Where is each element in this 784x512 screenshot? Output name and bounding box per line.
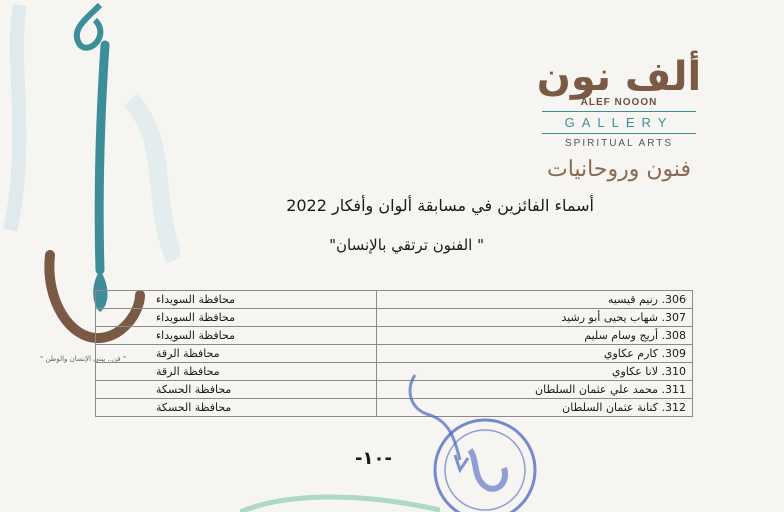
winner-governorate: محافظة السويداء	[96, 309, 377, 327]
winner-number: 307.	[661, 311, 686, 324]
winner-number: 309.	[661, 347, 686, 360]
winner-governorate: محافظة الحسكة	[96, 381, 377, 399]
brand-divider	[542, 133, 696, 134]
winner-name-cell	[377, 309, 693, 327]
brand-arabic-logo: ألف نون	[536, 54, 702, 100]
table-row	[96, 363, 693, 381]
slogan: " فن.. يبني الإنسان والوطن "	[40, 355, 127, 363]
winner-number: 311.	[661, 383, 686, 396]
winner-governorate: محافظة الحسكة	[96, 399, 377, 417]
winner-governorate: محافظة السويداء	[96, 327, 377, 345]
brand-logo	[534, 55, 704, 182]
winner-name-cell	[377, 327, 693, 345]
winner-number: 308.	[661, 329, 686, 342]
winner-number: 310.	[661, 365, 686, 378]
table-row	[96, 399, 693, 417]
table-row	[96, 309, 693, 327]
table-row	[96, 327, 693, 345]
winner-number: 312.	[661, 401, 686, 414]
brand-subtitle: SPIRITUAL ARTS	[564, 138, 674, 149]
table-row	[96, 291, 693, 309]
brand-divider	[542, 111, 696, 112]
page-subtitle: " الفنون ترتقي بالإنسان"	[329, 236, 484, 254]
table-row	[96, 381, 693, 399]
winner-name-cell	[377, 291, 693, 309]
stamp-fragment	[240, 490, 440, 512]
winner-name: أريج وسام سليم	[584, 329, 658, 342]
winner-name-cell	[377, 345, 693, 363]
winner-name: كنانة عثمان السلطان	[562, 401, 658, 414]
winners-table	[95, 290, 693, 417]
winner-name: لانا عكاوي	[611, 365, 658, 378]
winner-name: رنيم قيسيه	[607, 293, 658, 306]
winner-name: كارم عكاوي	[603, 347, 658, 360]
page-title: أسماء الفائزين في مسابقة ألوان وأفكار 2022	[286, 196, 594, 215]
brand-gallery: GALLERY	[564, 115, 674, 130]
brand-arabic-tagline: فنون وروحانيات	[546, 157, 692, 182]
table-row	[96, 345, 693, 363]
winner-governorate: محافظة السويداء	[96, 291, 377, 309]
brand-latin-logo: ALEF NOOON	[580, 97, 658, 108]
page-number: -١٠-	[355, 448, 392, 469]
winner-name: شهاب يحيى أبو رشيد	[561, 311, 658, 324]
winner-number: 306.	[661, 293, 686, 306]
winner-name: محمد علي عثمان السلطان	[535, 383, 658, 396]
winner-governorate: محافظة الرقة	[96, 363, 377, 381]
winner-governorate: محافظة الرقة	[96, 345, 377, 363]
